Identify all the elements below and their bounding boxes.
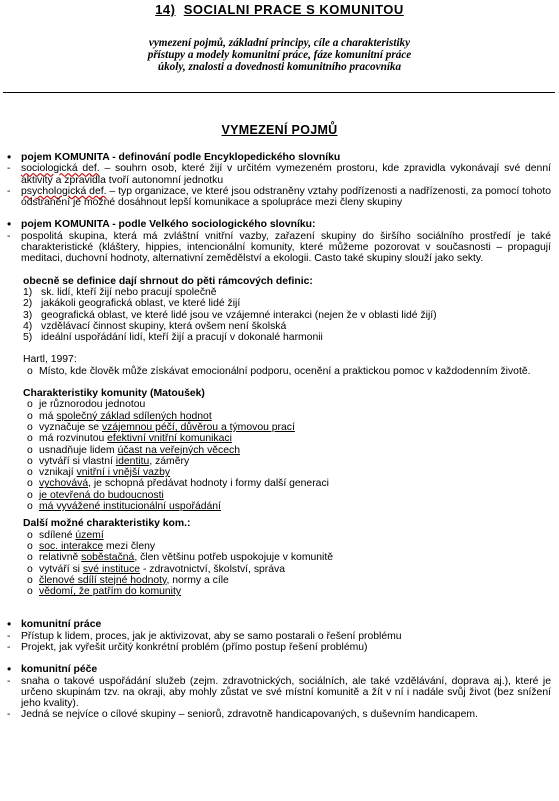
list-item: o vytváří si své instituce - zdravotnictví, školství, správa	[23, 564, 551, 575]
bullet-heading: • komunitní práce	[7, 617, 102, 632]
list-item: o je různorodou jednotou	[23, 399, 551, 410]
dash-icon: -	[7, 709, 11, 721]
document-subtitle	[0, 37, 559, 74]
dash-item: - snaha o takové uspořádání služeb (zejm. zdravotnických, sociálních, ale také vzdělávání, doprava aj.), které je určeno skupinám tzv. na okraji, aby mohly zůstat ve své místní komunitě a žít v ní i nadále svůj život (bez snížení jeho kvality).	[7, 675, 551, 710]
list-item: o vědomí, že patřím do komunity	[23, 586, 551, 597]
dash-item: - sociologická def. – souhrn osob, které žijí v určitém vymezeném prostoru, kde zpravidla vykonávají své denní aktivity a zpravidla tvoří autonomní jednotku	[7, 163, 551, 186]
dash-icon: -	[7, 675, 11, 687]
bullet-icon: •	[7, 662, 12, 677]
document-body	[5, 152, 551, 721]
circle-bullet-icon: o	[27, 586, 33, 598]
horizontal-rule	[3, 92, 555, 93]
dash-item: - Projekt, jak vyřešit určitý konkrétní problém (přímo postup řešení problému)	[7, 641, 368, 653]
circle-bullet-icon: o	[27, 563, 33, 575]
subtitle-line: přístupy a modely komunitní práce, fáze komunitní práce	[147, 49, 412, 62]
dash-icon: -	[7, 185, 11, 197]
bullet-heading: • pojem KOMUNITA - definování podle Encyklopedického slovníku	[7, 150, 341, 164]
circle-bullet-icon: o	[27, 489, 33, 501]
circle-bullet-icon: o	[27, 455, 33, 467]
more-characteristics-list	[5, 530, 551, 598]
circle-bullet-icon: o	[27, 529, 33, 541]
subheading: Další možné charakteristiky kom.:	[23, 518, 191, 530]
list-item: 1) sk. lidí, kteří žijí nebo pracují společně	[23, 286, 217, 298]
bullet-icon: •	[7, 217, 12, 232]
dash-icon: -	[7, 641, 11, 653]
list-item: 5) ideální uspořádání lidí, kteří žijí a pracují v dokonalé harmonii	[23, 332, 323, 344]
circle-bullet-icon: o	[27, 552, 33, 564]
dash-icon: -	[7, 630, 11, 642]
circle-bullet-icon: o	[27, 467, 33, 479]
document-title	[0, 4, 559, 15]
list-item: o má rozvinutou efektivní vnitřní komunikaci	[23, 433, 551, 444]
circle-bullet-icon: o	[27, 444, 33, 456]
bullet-heading: • komunitní péče	[7, 662, 98, 677]
section-title: VYMEZENÍ POJMŮ	[221, 123, 338, 137]
subheading: Charakteristiky komunity (Matoušek)	[23, 388, 205, 400]
circle-bullet-icon: o	[27, 433, 33, 445]
circle-bullet-icon: o	[27, 421, 33, 433]
dash-item: - Přístup k lidem, proces, jak je aktivizovat, aby se samo postarali o řešení problému	[7, 630, 402, 642]
list-item: o sdílené území	[23, 530, 551, 541]
list-item: 4) vzdělávací činnost skupiny, která ovšem není školská	[23, 320, 287, 332]
list-item: o vychovává, je schopná předávat hodnoty i formy další generaci	[23, 478, 551, 489]
circle-bullet-icon: o	[27, 410, 33, 422]
citation: Hartl, 1997:	[23, 354, 77, 366]
numbered-list	[5, 287, 551, 343]
dash-item: - pospolitá skupina, která má zvláštní vnitřní vazby, zařazení skupiny do širšího sociálního prostředí je také charakteristické (kláštery, hippies, intencionální komunity, které můžeme pozorovat v současnosti – propagují meditaci, duchovní hodnoty, alternativní zemědělství a ekologii. Casto také skupiny slouží jako sekty.	[7, 230, 551, 265]
circle-bullet-icon: o	[27, 478, 33, 490]
dash-item: - Jedná se nejvíce o cílové skupiny – seniorů, zdravotně handicapovaných, s duševním handicapem.	[7, 709, 478, 721]
title-text: SOCIALNI PRACE S KOMUNITOU	[183, 2, 404, 17]
dash-item: - psychologická def. – typ organizace, ve které jsou odstraněny vztahy podřízenosti a nadřízenosti, za pomocí tohoto odstranění je možné dosáhnout lepší komunikace a spolupráce mezi členy skupiny	[7, 185, 552, 209]
circle-bullet-icon: o	[27, 365, 33, 377]
list-item: o má společný základ sdílených hodnot	[23, 411, 551, 422]
dash-icon: -	[7, 230, 11, 242]
list-item: o je otevřená do budoucnosti	[23, 490, 551, 501]
characteristics-list	[5, 399, 551, 512]
dash-icon: -	[7, 163, 11, 175]
list-item: o členové sdílí stejné hodnoty, normy a cíle	[23, 575, 551, 586]
circle-bullet-icon: o	[27, 399, 33, 411]
list-item: 3) geografická oblast, ve které lidé jsou ve vzájemné interakci (nejen že v oblasti lidé žijí)	[23, 309, 437, 321]
list-item: 2) jakákoli geografická oblast, ve které lidé žijí	[23, 298, 241, 310]
list-item: o usnadňuje lidem účast na veřejných věcech	[23, 445, 551, 456]
list-item: o vytváří si vlastní identitu, záměry	[23, 456, 551, 467]
bullet-icon: •	[7, 617, 12, 632]
title-number: 14)	[155, 2, 176, 17]
subtitle-line: vymezení pojmů, základní principy, cíle a charakteristiky	[148, 37, 411, 49]
list-item: o vznikají vnitřní i vnější vazby	[23, 467, 551, 478]
list-item: o Místo, kde člověk může získávat emocionální podporu, ocenění a praktickou pomoc v každodenním životě.	[23, 366, 551, 377]
list-item: o vyznačuje se vzájemnou péčí, důvěrou a týmovou prací	[23, 422, 551, 433]
list-item: o soc. interakce mezi členy	[23, 541, 551, 552]
subtitle-line: úkoly, znalosti a dovednosti komunitního pracovníka	[157, 61, 402, 74]
list-item: o relativně soběstačná, člen většinu potřeb uspokojuje v komunitě	[23, 552, 551, 563]
circle-bullet-icon: o	[27, 540, 33, 552]
bullet-heading: • pojem KOMUNITA - podle Velkého sociologického slovníku:	[7, 217, 316, 232]
subheading: obecně se definice dají shrnout do pěti rámcových definic:	[23, 275, 313, 287]
list-item: o má vyvážené institucionální uspořádání	[23, 501, 551, 512]
bullet-icon: •	[7, 150, 12, 164]
circle-bullet-icon: o	[27, 501, 33, 513]
circle-bullet-icon: o	[27, 574, 33, 586]
